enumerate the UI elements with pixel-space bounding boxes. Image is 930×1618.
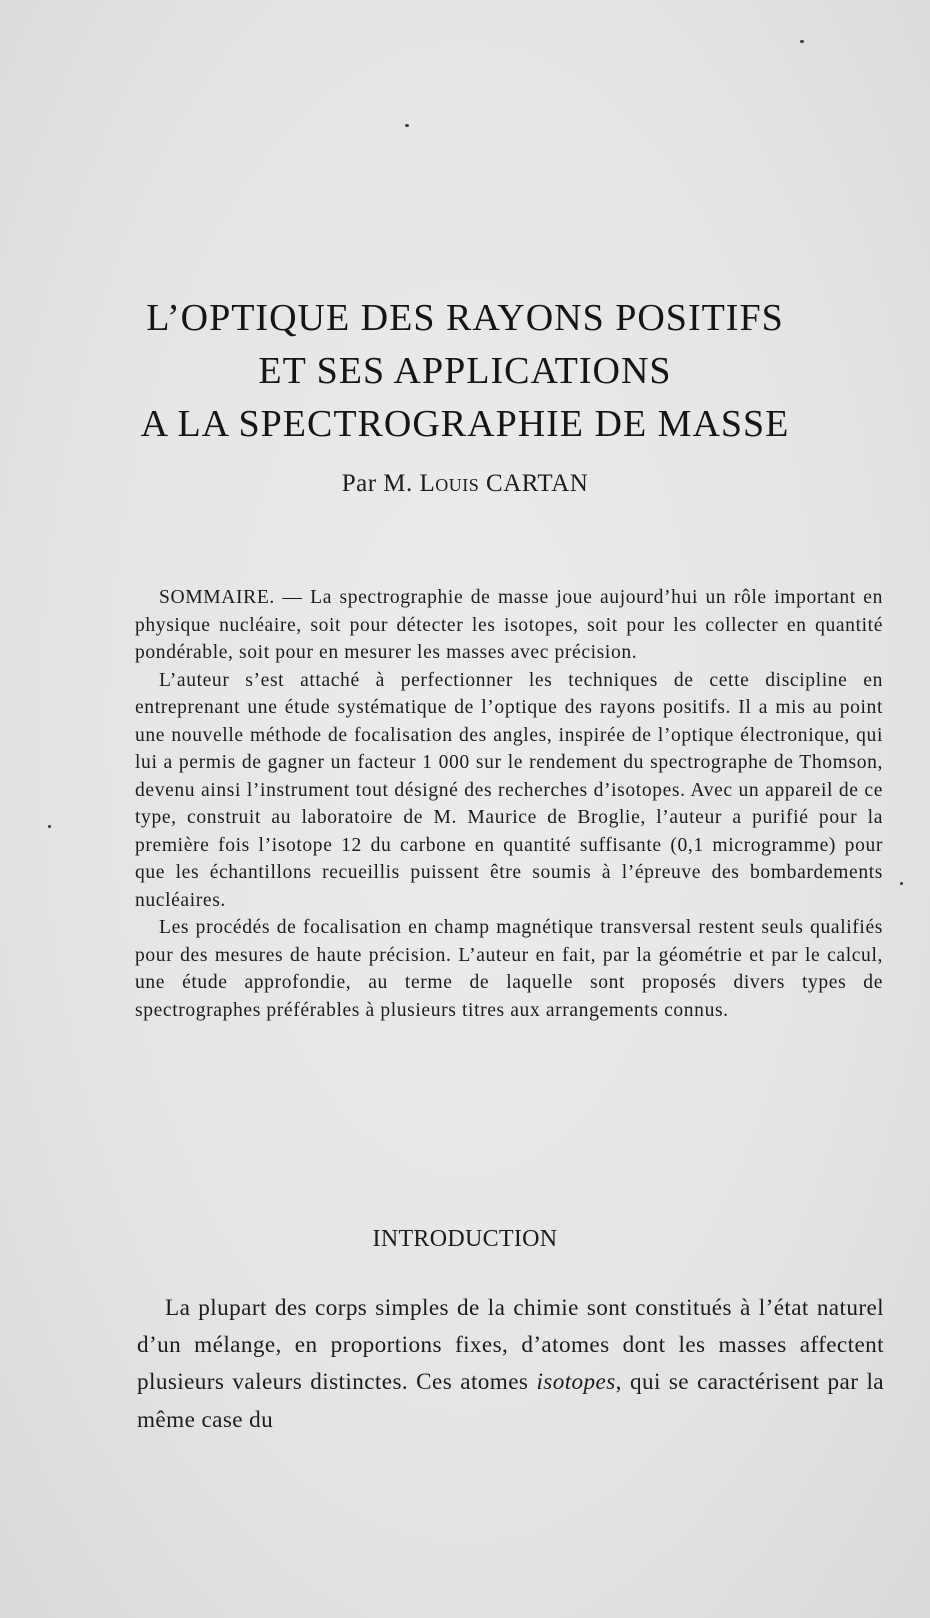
- intro-paragraph-1: [137, 1290, 884, 1439]
- scan-speck: [405, 124, 409, 127]
- intro-emphasis: isotopes: [536, 1369, 616, 1396]
- abstract-text-1: — La spectrographie de masse joue aujourd’hui un rôle important en physique nucléaire, soit pour détecter les isotopes, soit pour les collecter en quantité pondérable, soit pour en mesurer les masses avec précision.: [135, 587, 883, 663]
- intro-text-after: , qui se caractérisent par la même case du: [137, 1369, 884, 1433]
- abstract-paragraph-1: [135, 584, 883, 667]
- author-line: [0, 470, 930, 498]
- abstract: [135, 584, 883, 1024]
- scan-speck: [800, 40, 804, 43]
- section-heading: INTRODUCTION: [372, 1226, 558, 1252]
- scan-speck: [900, 882, 903, 885]
- introduction-body: [137, 1290, 884, 1439]
- author-last-name: CARTAN: [486, 470, 589, 497]
- intro-text-before: La plupart des corps simples de la chimie sont constitués à l’état naturel d’un mélange, en proportions fixes, d’atomes dont les masses affectent plusieurs valeurs distinctes. Ces atomes: [137, 1295, 884, 1396]
- abstract-paragraph-2: L’auteur s’est attaché à perfectionner les techniques de cette discipline en entreprenant une étude systématique de l’optique des rayons positifs. Il a mis au point une nouvelle méthode de focalisation des angles, inspirée de l’optique électronique, qui lui a permis de gagner un facteur 1 000 sur le rendement du spectrographe de Thomson, devenu ainsi l’instrument tout désigné des recherches d’isotopes. Avec un appareil de ce type, construit au laboratoire de M. Maurice de Broglie, l’auteur a purifié pour la première fois l’isotope 12 du carbone en quantité suffisante (0,1 microgramme) pour que les échantillons recueillis puissent être soumis à l’épreuve des bombardements nucléaires.: [135, 669, 883, 911]
- scan-speck: [48, 825, 51, 828]
- author-first-name: Louis: [419, 470, 480, 497]
- article-title: [0, 292, 930, 451]
- title-line-1: L’OPTIQUE DES RAYONS POSITIFS: [146, 297, 784, 339]
- author-prefix: Par M.: [341, 470, 413, 497]
- abstract-lead: SOMMAIRE.: [159, 587, 275, 608]
- abstract-paragraph-3: Les procédés de focalisation en champ magnétique transversal restent seuls qualifiés pour des mesures de haute précision. L’auteur en fait, par la géométrie et par le calcul, une étude approfondie, au terme de laquelle sont proposés divers types de spectrographes préférables à plusieurs titres aux arrangements connus.: [135, 917, 883, 1021]
- title-line-3: A LA SPECTROGRAPHIE DE MASSE: [140, 403, 790, 445]
- title-line-2: ET SES APPLICATIONS: [258, 350, 672, 392]
